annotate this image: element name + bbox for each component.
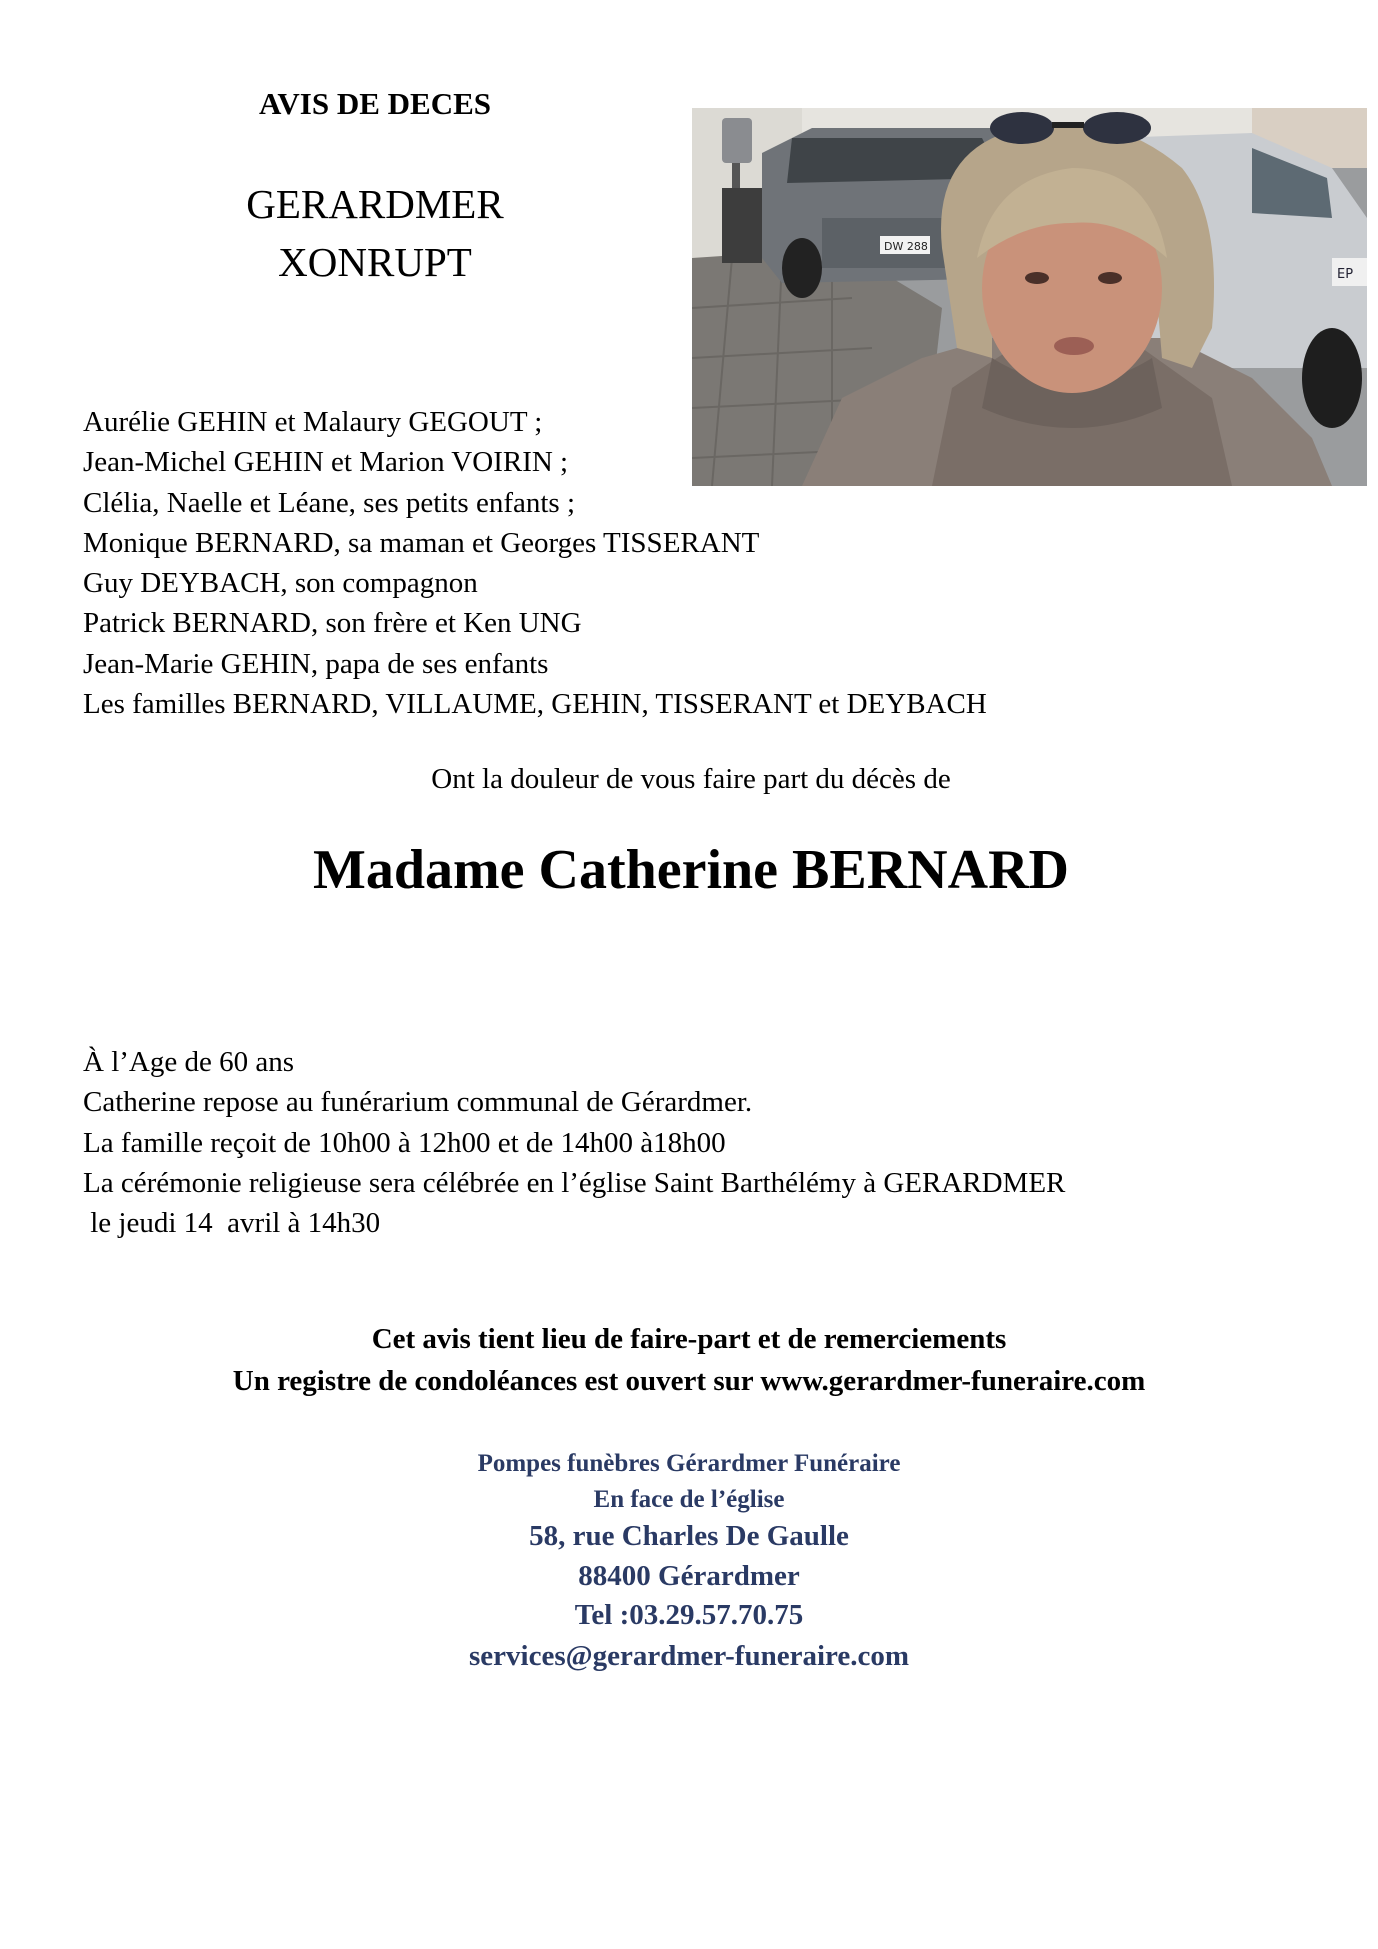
details-block <box>83 1042 1065 1243</box>
notice-line-1: Cet avis tient lieu de faire-part et de remerciements <box>371 1323 1007 1355</box>
family-line: Guy DEYBACH, son compagnon <box>83 567 478 600</box>
family-line: Jean-Michel GEHIN et Marion VOIRIN ; <box>83 446 569 479</box>
detail-line: La cérémonie religieuse sera célébrée en l’église Saint Barthélémy à GERARDMER <box>83 1166 1066 1199</box>
town-name-2: XONRUPT <box>278 239 472 285</box>
funeral-home-email[interactable]: services@gerardmer-funeraire.com <box>468 1640 910 1672</box>
family-line: Aurélie GEHIN et Malaury GEGOUT ; <box>83 406 543 438</box>
family-line: Patrick BERNARD, son frère et Ken UNG <box>83 607 582 640</box>
family-line: Monique BERNARD, sa maman et Georges TISSERANT <box>83 526 760 559</box>
family-line: Les familles BERNARD, VILLAUME, GEHIN, TISSERANT et DEYBACH <box>83 688 987 721</box>
family-line: Clélia, Naelle et Léane, ses petits enfants ; <box>83 486 576 519</box>
detail-line: À l’Age de 60 ans <box>83 1046 295 1078</box>
announcement-text: Ont la douleur de vous faire part du décès de <box>431 763 951 795</box>
notice-heading: AVIS DE DECES <box>258 86 491 121</box>
family-list <box>83 402 987 724</box>
notice-line-2: Un registre de condoléances est ouvert sur www.gerardmer-funeraire.com <box>232 1365 1146 1397</box>
plate-text-1: DW 288 <box>884 240 928 253</box>
town-name-1: GERARDMER <box>246 181 504 227</box>
deceased-name: Madame Catherine BERNARD <box>313 839 1069 901</box>
funeral-home-phone: Tel :03.29.57.70.75 <box>574 1599 804 1631</box>
detail-line: Catherine repose au funérarium communal de Gérardmer. <box>83 1086 753 1119</box>
detail-line: La famille reçoit de 10h00 à 12h00 et de 14h00 à18h00 <box>83 1126 726 1159</box>
funeral-home-city: 88400 Gérardmer <box>578 1560 800 1592</box>
funeral-home-location: En face de l’église <box>593 1486 785 1513</box>
detail-line: le jeudi 14 avril à 14h30 <box>83 1207 381 1240</box>
plate-text-2: EP <box>1337 267 1354 282</box>
funeral-home-name: Pompes funèbres Gérardmer Funéraire <box>477 1450 901 1477</box>
family-line: Jean-Marie GEHIN, papa de ses enfants <box>83 647 549 680</box>
funeral-home-street: 58, rue Charles De Gaulle <box>529 1520 849 1552</box>
